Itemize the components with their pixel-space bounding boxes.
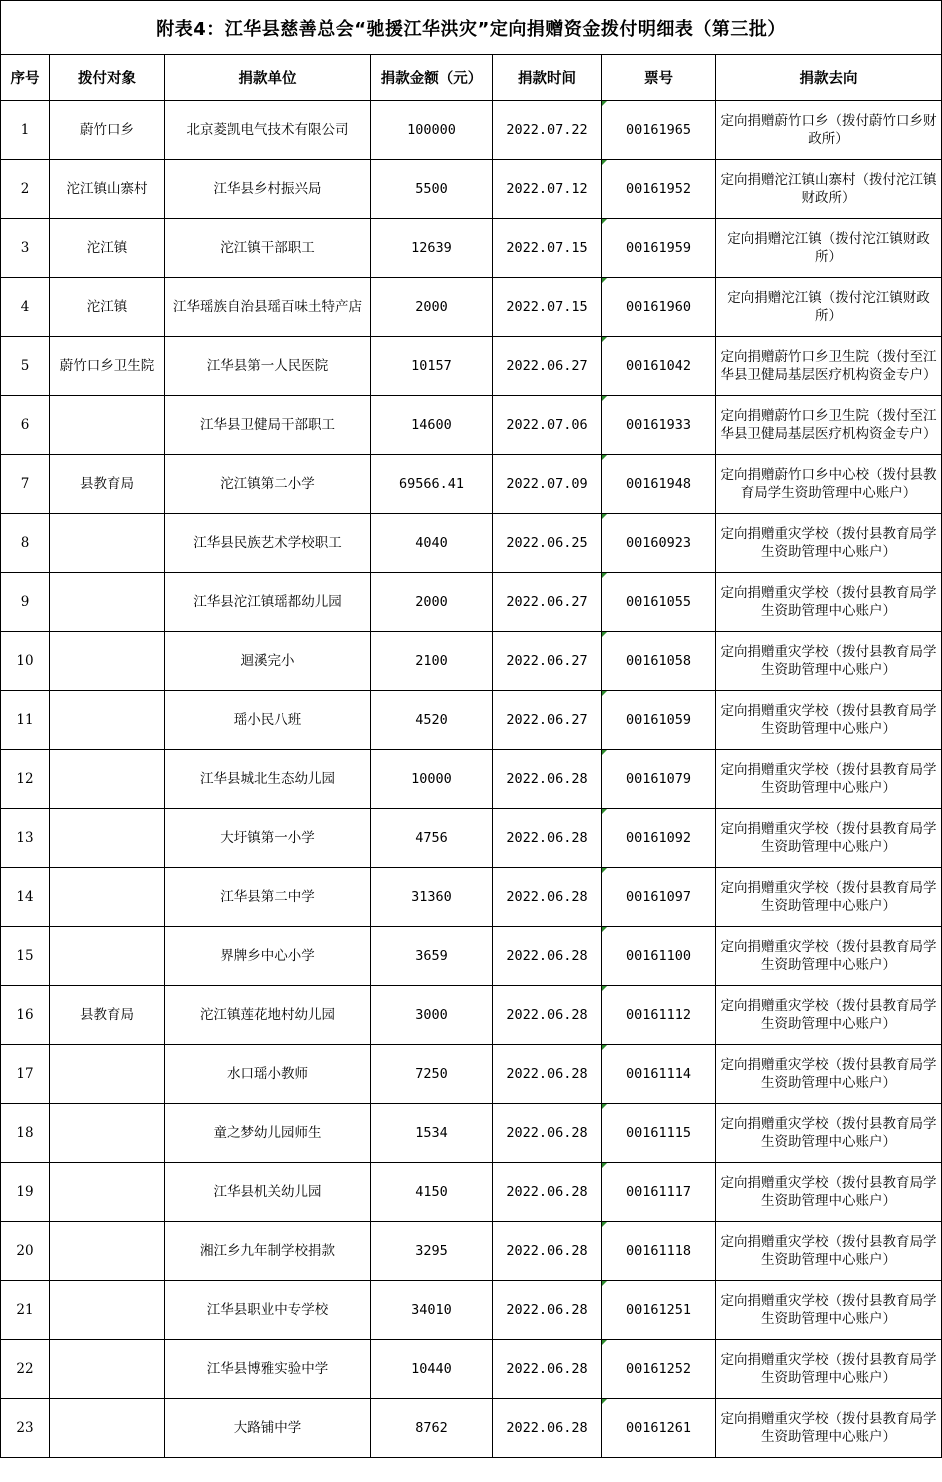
table-row — [1, 160, 942, 219]
row-ticket: 00161952 — [602, 160, 716, 219]
row-target: 沱江镇山寨村 — [50, 160, 165, 219]
row-ticket: 00161058 — [602, 632, 716, 691]
row-date: 2022.06.28 — [493, 1281, 602, 1340]
row-target — [50, 573, 165, 632]
row-amount: 3659 — [371, 927, 493, 986]
table-row — [1, 691, 942, 750]
header-destination: 捐款去向 — [716, 55, 942, 101]
row-date: 2022.06.28 — [493, 1104, 602, 1163]
row-donor: 迴溪完小 — [165, 632, 371, 691]
row-amount: 1534 — [371, 1104, 493, 1163]
row-target — [50, 1222, 165, 1281]
row-destination: 定向捐赠蔚竹口乡卫生院（拨付至江华县卫健局基层医疗机构资金专户） — [716, 337, 942, 396]
row-index: 7 — [1, 455, 50, 514]
row-target — [50, 1045, 165, 1104]
row-ticket: 00161079 — [602, 750, 716, 809]
row-target: 蔚竹口乡 — [50, 101, 165, 160]
row-target: 蔚竹口乡卫生院 — [50, 337, 165, 396]
page-title: 附表4：江华县慈善总会“驰援江华洪灾”定向捐赠资金拨付明细表（第三批） — [1, 1, 942, 55]
row-date: 2022.06.28 — [493, 986, 602, 1045]
row-index: 20 — [1, 1222, 50, 1281]
table-row — [1, 1399, 942, 1458]
row-ticket: 00161933 — [602, 396, 716, 455]
row-ticket: 00161948 — [602, 455, 716, 514]
row-date: 2022.06.28 — [493, 868, 602, 927]
row-ticket: 00161251 — [602, 1281, 716, 1340]
row-destination: 定向捐赠重灾学校（拨付县教育局学生资助管理中心账户） — [716, 1045, 942, 1104]
table-row — [1, 809, 942, 868]
header-row — [1, 55, 942, 101]
table-row — [1, 573, 942, 632]
row-donor: 江华县卫健局干部职工 — [165, 396, 371, 455]
row-donor: 江华县机关幼儿园 — [165, 1163, 371, 1222]
row-destination: 定向捐赠重灾学校（拨付县教育局学生资助管理中心账户） — [716, 927, 942, 986]
row-destination: 定向捐赠重灾学校（拨付县教育局学生资助管理中心账户） — [716, 868, 942, 927]
row-index: 15 — [1, 927, 50, 986]
row-index: 8 — [1, 514, 50, 573]
table-row — [1, 337, 942, 396]
header-index: 序号 — [1, 55, 50, 101]
row-target: 沱江镇 — [50, 278, 165, 337]
row-date: 2022.06.28 — [493, 809, 602, 868]
table-row — [1, 1340, 942, 1399]
row-donor: 江华瑶族自治县瑶百味土特产店 — [165, 278, 371, 337]
row-donor: 江华县博雅实验中学 — [165, 1340, 371, 1399]
row-donor: 江华县沱江镇瑶都幼儿园 — [165, 573, 371, 632]
row-amount: 10000 — [371, 750, 493, 809]
row-date: 2022.06.28 — [493, 750, 602, 809]
row-amount: 2000 — [371, 278, 493, 337]
table-row — [1, 514, 942, 573]
row-donor: 界牌乡中心小学 — [165, 927, 371, 986]
row-ticket: 00161092 — [602, 809, 716, 868]
row-target — [50, 1340, 165, 1399]
row-target — [50, 1104, 165, 1163]
row-donor: 江华县第一人民医院 — [165, 337, 371, 396]
row-ticket: 00161059 — [602, 691, 716, 750]
row-date: 2022.06.28 — [493, 1163, 602, 1222]
row-amount: 4150 — [371, 1163, 493, 1222]
row-donor: 江华县乡村振兴局 — [165, 160, 371, 219]
row-target: 县教育局 — [50, 455, 165, 514]
row-target — [50, 1399, 165, 1458]
row-date: 2022.06.25 — [493, 514, 602, 573]
row-date: 2022.06.27 — [493, 632, 602, 691]
row-destination: 定向捐赠蔚竹口乡卫生院（拨付至江华县卫健局基层医疗机构资金专户） — [716, 396, 942, 455]
table-row — [1, 1163, 942, 1222]
row-target — [50, 868, 165, 927]
row-target — [50, 632, 165, 691]
row-index: 5 — [1, 337, 50, 396]
row-donor: 沱江镇莲花地村幼儿园 — [165, 986, 371, 1045]
table-row — [1, 101, 942, 160]
row-target — [50, 1281, 165, 1340]
row-amount: 34010 — [371, 1281, 493, 1340]
table-row — [1, 455, 942, 514]
table-row — [1, 396, 942, 455]
row-ticket: 00161965 — [602, 101, 716, 160]
row-amount: 4756 — [371, 809, 493, 868]
row-destination: 定向捐赠重灾学校（拨付县教育局学生资助管理中心账户） — [716, 750, 942, 809]
row-destination: 定向捐赠沱江镇（拨付沱江镇财政所） — [716, 278, 942, 337]
row-amount: 3000 — [371, 986, 493, 1045]
row-destination: 定向捐赠重灾学校（拨付县教育局学生资助管理中心账户） — [716, 632, 942, 691]
row-date: 2022.06.28 — [493, 927, 602, 986]
row-target — [50, 514, 165, 573]
row-index: 22 — [1, 1340, 50, 1399]
row-donor: 江华县民族艺术学校职工 — [165, 514, 371, 573]
row-amount: 10157 — [371, 337, 493, 396]
row-date: 2022.06.27 — [493, 573, 602, 632]
row-destination: 定向捐赠重灾学校（拨付县教育局学生资助管理中心账户） — [716, 1340, 942, 1399]
row-target — [50, 1163, 165, 1222]
row-ticket: 00161960 — [602, 278, 716, 337]
row-amount: 100000 — [371, 101, 493, 160]
row-index: 19 — [1, 1163, 50, 1222]
row-ticket: 00161118 — [602, 1222, 716, 1281]
row-ticket: 00160923 — [602, 514, 716, 573]
row-destination: 定向捐赠重灾学校（拨付县教育局学生资助管理中心账户） — [716, 1222, 942, 1281]
row-index: 10 — [1, 632, 50, 691]
row-index: 18 — [1, 1104, 50, 1163]
table-row — [1, 278, 942, 337]
row-index: 4 — [1, 278, 50, 337]
row-destination: 定向捐赠重灾学校（拨付县教育局学生资助管理中心账户） — [716, 1399, 942, 1458]
row-amount: 4520 — [371, 691, 493, 750]
row-destination: 定向捐赠重灾学校（拨付县教育局学生资助管理中心账户） — [716, 986, 942, 1045]
row-donor: 沱江镇干部职工 — [165, 219, 371, 278]
row-destination: 定向捐赠沱江镇（拨付沱江镇财政所） — [716, 219, 942, 278]
row-index: 2 — [1, 160, 50, 219]
row-ticket: 00161100 — [602, 927, 716, 986]
row-ticket: 00161042 — [602, 337, 716, 396]
table-row — [1, 868, 942, 927]
row-amount: 4040 — [371, 514, 493, 573]
table-row — [1, 632, 942, 691]
row-destination: 定向捐赠重灾学校（拨付县教育局学生资助管理中心账户） — [716, 1104, 942, 1163]
row-donor: 湘江乡九年制学校捐款 — [165, 1222, 371, 1281]
table-row — [1, 1281, 942, 1340]
row-index: 13 — [1, 809, 50, 868]
row-amount: 3295 — [371, 1222, 493, 1281]
row-amount: 7250 — [371, 1045, 493, 1104]
row-destination: 定向捐赠重灾学校（拨付县教育局学生资助管理中心账户） — [716, 1281, 942, 1340]
row-donor: 大路铺中学 — [165, 1399, 371, 1458]
row-amount: 10440 — [371, 1340, 493, 1399]
row-date: 2022.07.15 — [493, 278, 602, 337]
table-row — [1, 986, 942, 1045]
row-destination: 定向捐赠重灾学校（拨付县教育局学生资助管理中心账户） — [716, 691, 942, 750]
row-destination: 定向捐赠重灾学校（拨付县教育局学生资助管理中心账户） — [716, 809, 942, 868]
row-index: 17 — [1, 1045, 50, 1104]
row-amount: 5500 — [371, 160, 493, 219]
row-amount: 8762 — [371, 1399, 493, 1458]
row-date: 2022.07.09 — [493, 455, 602, 514]
row-destination: 定向捐赠重灾学校（拨付县教育局学生资助管理中心账户） — [716, 573, 942, 632]
title-row — [1, 1, 942, 55]
header-amount: 捐款金额（元） — [371, 55, 493, 101]
table-row — [1, 219, 942, 278]
table-row — [1, 927, 942, 986]
row-date: 2022.06.27 — [493, 337, 602, 396]
row-index: 6 — [1, 396, 50, 455]
row-ticket: 00161252 — [602, 1340, 716, 1399]
row-target: 县教育局 — [50, 986, 165, 1045]
row-donor: 北京菱凯电气技术有限公司 — [165, 101, 371, 160]
row-index: 21 — [1, 1281, 50, 1340]
row-target — [50, 809, 165, 868]
table-row — [1, 1045, 942, 1104]
row-index: 11 — [1, 691, 50, 750]
row-ticket: 00161115 — [602, 1104, 716, 1163]
row-destination: 定向捐赠蔚竹口乡（拨付蔚竹口乡财政所） — [716, 101, 942, 160]
row-ticket: 00161959 — [602, 219, 716, 278]
row-amount: 12639 — [371, 219, 493, 278]
row-amount: 69566.41 — [371, 455, 493, 514]
row-donor: 沱江镇第二小学 — [165, 455, 371, 514]
row-target — [50, 927, 165, 986]
row-destination: 定向捐赠蔚竹口乡中心校（拨付县教育局学生资助管理中心账户） — [716, 455, 942, 514]
row-index: 12 — [1, 750, 50, 809]
row-target — [50, 750, 165, 809]
row-donor: 瑶小民八班 — [165, 691, 371, 750]
row-target — [50, 396, 165, 455]
row-ticket: 00161055 — [602, 573, 716, 632]
row-donor: 江华县职业中专学校 — [165, 1281, 371, 1340]
row-destination: 定向捐赠重灾学校（拨付县教育局学生资助管理中心账户） — [716, 514, 942, 573]
row-index: 23 — [1, 1399, 50, 1458]
row-index: 14 — [1, 868, 50, 927]
row-destination: 定向捐赠沱江镇山寨村（拨付沱江镇财政所） — [716, 160, 942, 219]
row-date: 2022.07.22 — [493, 101, 602, 160]
row-donor: 大圩镇第一小学 — [165, 809, 371, 868]
row-amount: 31360 — [371, 868, 493, 927]
row-donor: 水口瑶小教师 — [165, 1045, 371, 1104]
row-ticket: 00161097 — [602, 868, 716, 927]
row-amount: 2000 — [371, 573, 493, 632]
row-target — [50, 691, 165, 750]
table-row — [1, 1104, 942, 1163]
row-index: 1 — [1, 101, 50, 160]
row-date: 2022.06.28 — [493, 1045, 602, 1104]
row-ticket: 00161112 — [602, 986, 716, 1045]
row-donor: 童之梦幼儿园师生 — [165, 1104, 371, 1163]
row-date: 2022.06.28 — [493, 1340, 602, 1399]
row-index: 3 — [1, 219, 50, 278]
header-donor: 捐款单位 — [165, 55, 371, 101]
header-ticket: 票号 — [602, 55, 716, 101]
row-ticket: 00161114 — [602, 1045, 716, 1104]
row-ticket: 00161261 — [602, 1399, 716, 1458]
row-index: 9 — [1, 573, 50, 632]
row-date: 2022.06.28 — [493, 1222, 602, 1281]
row-amount: 14600 — [371, 396, 493, 455]
row-date: 2022.07.15 — [493, 219, 602, 278]
row-index: 16 — [1, 986, 50, 1045]
header-date: 捐款时间 — [493, 55, 602, 101]
row-date: 2022.07.06 — [493, 396, 602, 455]
row-donor: 江华县城北生态幼儿园 — [165, 750, 371, 809]
row-target: 沱江镇 — [50, 219, 165, 278]
row-amount: 2100 — [371, 632, 493, 691]
table-row — [1, 750, 942, 809]
header-target: 拨付对象 — [50, 55, 165, 101]
row-date: 2022.06.27 — [493, 691, 602, 750]
row-donor: 江华县第二中学 — [165, 868, 371, 927]
table-row — [1, 1222, 942, 1281]
row-ticket: 00161117 — [602, 1163, 716, 1222]
row-destination: 定向捐赠重灾学校（拨付县教育局学生资助管理中心账户） — [716, 1163, 942, 1222]
row-date: 2022.07.12 — [493, 160, 602, 219]
row-date: 2022.06.28 — [493, 1399, 602, 1458]
